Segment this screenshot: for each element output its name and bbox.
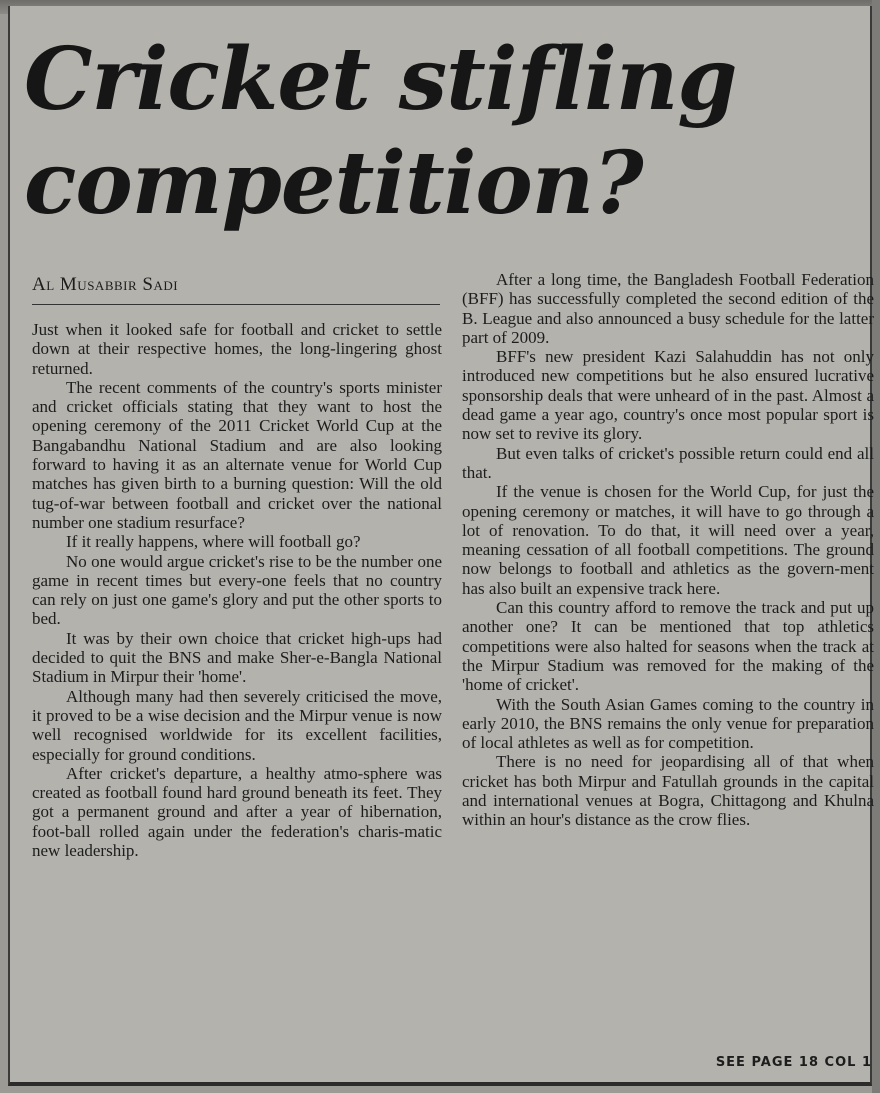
paragraph: Can this country afford to remove the track and put up another one? It can be mentioned that top athletics competitions were also halted for seasons when the track at the Mirpur Stadium was removed for the making of the 'home of cricket'.: [462, 598, 874, 695]
paragraph: After a long time, the Bangladesh Football Federation (BFF) has successfully completed the second edition of the B. League and also announced a busy schedule for the latter part of 2009.: [462, 270, 874, 347]
paragraph: With the South Asian Games coming to the country in early 2010, the BNS remains the only venue for preparation of local athletes as well as for competition.: [462, 694, 874, 753]
paragraph: After cricket's departure, a healthy atmo-sphere was created as football found hard ground beneath its feet. They got a permanent ground and after a year of hibernation, foot-ball rolled again under the federation's charis-matic new leadership.: [32, 763, 442, 861]
paragraph: Just when it looked safe for football and cricket to settle down at their respective homes, the long-lingering ghost returned.: [32, 320, 442, 378]
paragraph: It was by their own choice that cricket high-ups had decided to quit the BNS and make Sher-e-Bangla National Stadium in Mirpur their 'home'.: [32, 628, 442, 687]
article-column-1: [32, 320, 442, 860]
paragraph: Although many had then severely criticised the move, it proved to be a wise decision and the Mirpur venue is now well recognised worldwide for its excellent facilities, especially for ground conditions.: [32, 686, 442, 764]
paragraph: BFF's new president Kazi Salahuddin has not only introduced new competitions but he also ensured lucrative sponsorship deals that were unheard of in the past. Almost a dead game a year ago, country's once most popular sport is now set to revive its glory.: [462, 347, 874, 444]
byline: [32, 274, 440, 305]
paragraph: The recent comments of the country's sports minister and cricket officials stating that they want to host the opening ceremony of the 2011 Cricket World Cup at the Bangabandhu National Stadium and are also looking forward to having it as an alternate venue for World Cup matches has given birth to a burning question: Will the old tug-of-war between football and cricket over the national number one stadium resurface?: [32, 377, 442, 532]
paragraph: If the venue is chosen for the World Cup, for just the opening ceremony or matches, it will have to go through a lot of renovation. To do that, it will need over a year, meaning cessation of all football competitions. The ground now belongs to football and athletics as the govern-ment has also built an expensive track here.: [462, 482, 874, 598]
article-column-2: [462, 270, 874, 830]
headline: Cricket stifling competition?: [24, 29, 737, 234]
paragraph: There is no need for jeopardising all of that when cricket has both Mirpur and Fatullah grounds in the capital and international venues at Bogra, Chittagong and Khulna within an hour's distance as the crow flies.: [462, 752, 874, 830]
continuation-note: SEE PAGE 18 COL 1: [715, 1055, 872, 1070]
paragraph: No one would argue cricket's rise to be the number one game in recent times but every-one feels that no country can rely on just one game's glory and put the other sports to bed.: [32, 551, 442, 629]
byline-author: Al Musabbir Sadi: [32, 274, 179, 295]
paragraph: If it really happens, where will football go?: [66, 532, 361, 552]
newspaper-clipping: [8, 6, 872, 1086]
paragraph: But even talks of cricket's possible return could end all that.: [462, 443, 874, 482]
